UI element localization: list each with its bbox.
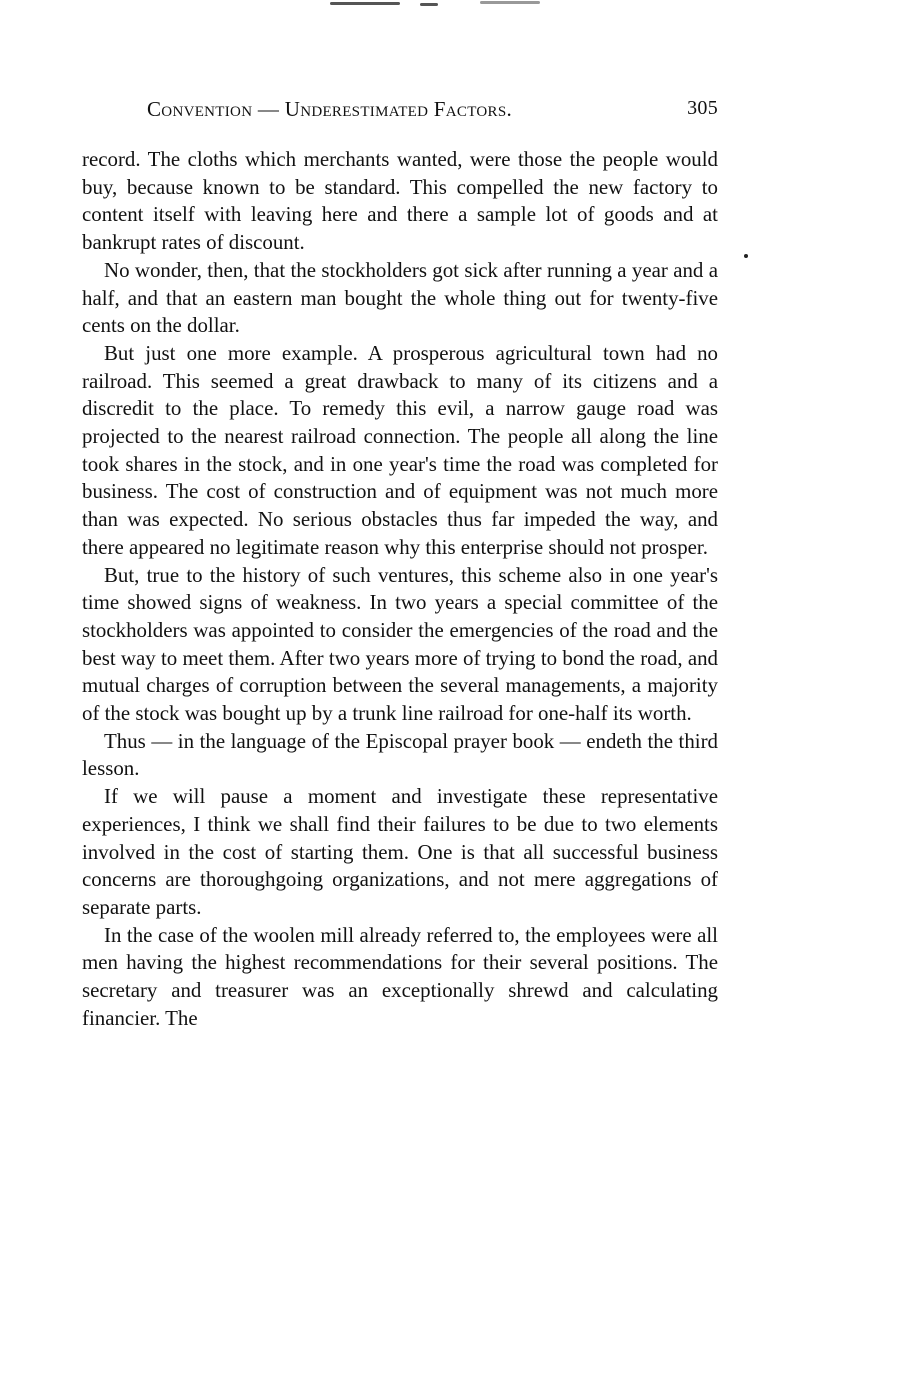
running-header-title: Convention — Underestimated Factors.	[147, 97, 513, 121]
paragraph-2: No wonder, then, that the stockholders got sick after running a year and a half, and that an eastern man bought the whole thing out for twenty-five cents on the dollar.	[82, 257, 718, 338]
paragraph-1: record. The cloths which merchants wanted, were those the people would buy, because known to be standard. This compelled the new factory to content itself with leaving here and there a sample lot of goods and at bankrupt rates of discount.	[82, 147, 718, 255]
body-text	[82, 146, 718, 1033]
scan-artifact	[330, 0, 570, 10]
stray-ink-dot	[744, 254, 748, 258]
running-header	[82, 97, 718, 127]
paragraph-7: In the case of the woolen mill already referred to, the employees were all men having the highest recommendations for their several positions. The secretary and treasurer was an exceptionally shrewd and calculating financier. The	[82, 922, 718, 1030]
paragraph-4: But, true to the history of such ventures, this scheme also in one year's time showed signs of weakness. In two years a special committee of the stockholders was appointed to consider the emergencies of the road and the best way to meet them. After two years more of trying to bond the road, and mutual charges of corruption between the several managements, a majority of the stock was bought up by a trunk line railroad for one-half its worth.	[82, 562, 718, 726]
paragraph-5: Thus — in the language of the Episcopal prayer book — endeth the third lesson.	[82, 728, 718, 781]
paragraph-6: If we will pause a moment and investigate these representative experiences, I think we shall find their failures to be due to two elements involved in the cost of starting them. One is that all successful business concerns are thoroughgoing organizations, and not mere aggregations of separate parts.	[82, 784, 718, 919]
page-number: 305	[687, 97, 718, 119]
paragraph-3: But just one more example. A prosperous agricultural town had no railroad. This seemed a great drawback to many of its citizens and a discredit to the place. To remedy this evil, a narrow gauge road was projected to the nearest railroad connection. The people all along the line took shares in the stock, and in one year's time the road was completed for business. The cost of construction and of equipment was not much more than was expected. No serious obstacles thus far impeded the way, and there appeared no legitimate reason why this enterprise should not prosper.	[82, 340, 718, 559]
